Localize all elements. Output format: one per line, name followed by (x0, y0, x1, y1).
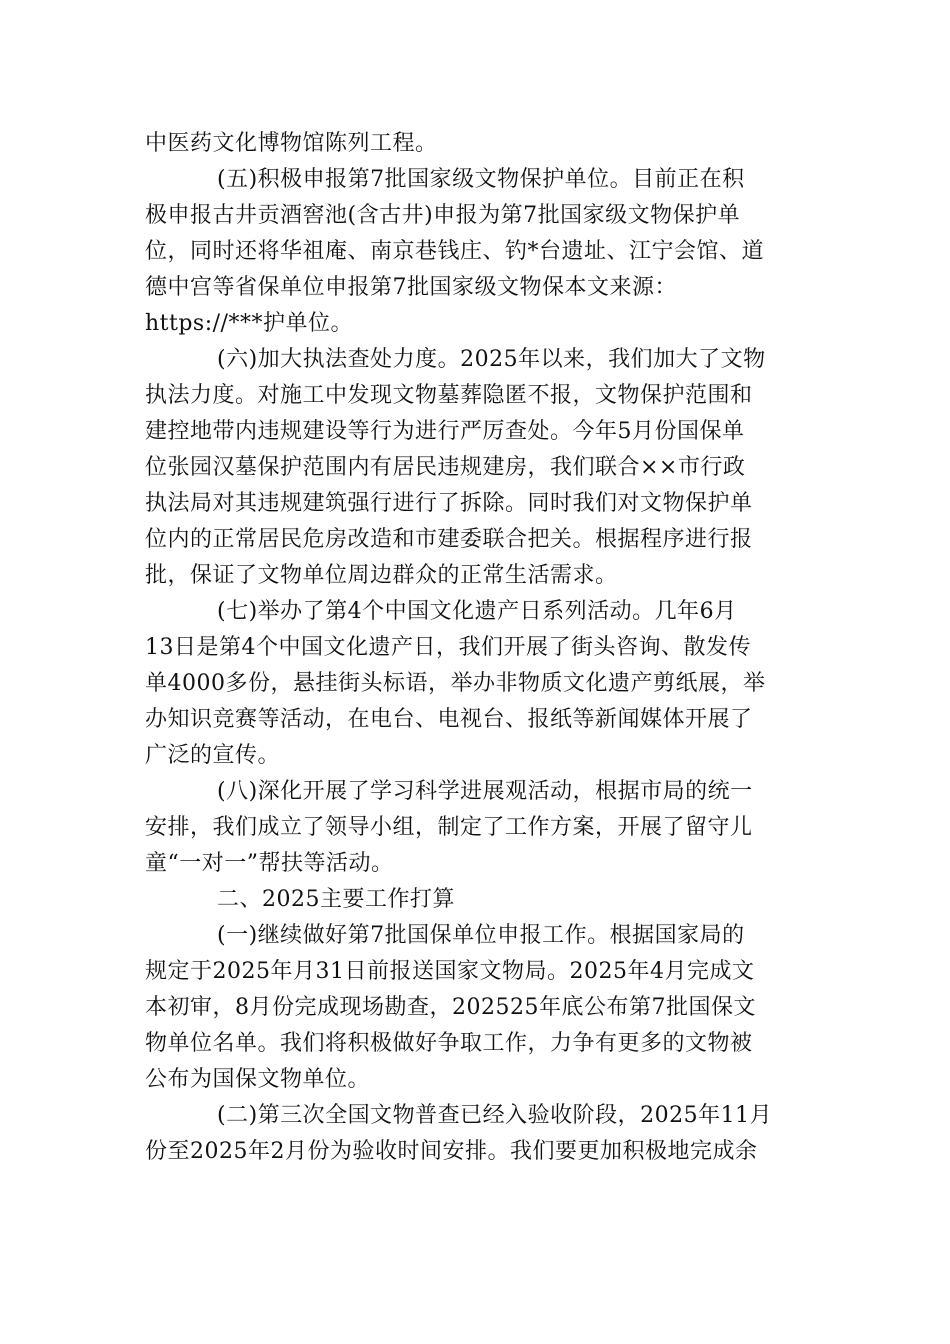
text-line: (六)加大执法查处力度。2025年以来，我们加大了文物 (217, 347, 766, 372)
text-line: (七)举办了第4个中国文化遗产日系列活动。几年6月 (217, 599, 737, 624)
text-line: 建控地带内违规建设等行为进行严厉查处。今年5月份国保单 (145, 419, 745, 444)
text-line: 安排，我们成立了领导小组，制定了工作方案，开展了留守儿 (145, 815, 753, 840)
text-line: (一)继续做好第7批国保单位申报工作。根据国家局的 (217, 923, 745, 948)
text-line: 办知识竞赛等活动，在电台、电视台、报纸等新闻媒体开展了 (145, 707, 753, 732)
text-line: 单4000多份，悬挂街头标语，举办非物质文化遗产剪纸展，举 (145, 671, 766, 696)
text-line: 规定于2025年月31日前报送国家文物局。2025年4月完成文 (145, 959, 755, 984)
text-line: 童“一对一”帮扶等活动。 (145, 851, 394, 876)
text-line: 公布为国保文物单位。 (145, 1067, 371, 1092)
text-line: 批，保证了文物单位周边群众的正常生活需求。 (145, 563, 618, 588)
text-line: 物单位名单。我们将积极做好争取工作，力争有更多的文物被 (145, 1031, 753, 1056)
text-line: (二)第三次全国文物普查已经入验收阶段，2025年11月 (217, 1103, 773, 1128)
text-line: 执法力度。对施工中发现文物墓葬隐匿不报，文物保护范围和 (145, 383, 753, 408)
text-line: 位，同时还将华祖庵、南京巷钱庄、钓*台遗址、江宁会馆、道 (145, 239, 765, 264)
text-line: 13日是第4个中国文化遗产日，我们开展了街头咨询、散发传 (145, 635, 751, 660)
text-line: 执法局对其违规建筑强行进行了拆除。同时我们对文物保护单 (145, 491, 753, 516)
text-line: 位内的正常居民危房改造和市建委联合把关。根据程序进行报 (145, 527, 753, 552)
text-line: 极申报古井贡酒窖池(含古井)申报为第7批国家级文物保护单 (145, 203, 741, 228)
text-line: 中医药文化博物馆陈列工程。 (145, 131, 438, 156)
text-line: https://***护单位。 (145, 311, 353, 336)
text-line: (八)深化开展了学习科学进展观活动，根据市局的统一 (217, 779, 753, 804)
text-line: 二、2025主要工作打算 (217, 887, 455, 912)
text-line: 位张园汉墓保护范围内有居民违规建房，我们联合××市行政 (145, 455, 746, 480)
text-line: 广泛的宣传。 (145, 743, 281, 768)
text-line: 德中宫等省保单位申报第7批国家级文物保本文来源： (145, 275, 677, 300)
text-line: (五)积极申报第7批国家级文物保护单位。目前正在积 (217, 167, 745, 192)
text-line: 份至2025年2月份为验收时间安排。我们要更加积极地完成余 (145, 1139, 758, 1164)
text-line: 本初审，8月份完成现场勘查，202525年底公布第7批国保文 (145, 995, 756, 1020)
